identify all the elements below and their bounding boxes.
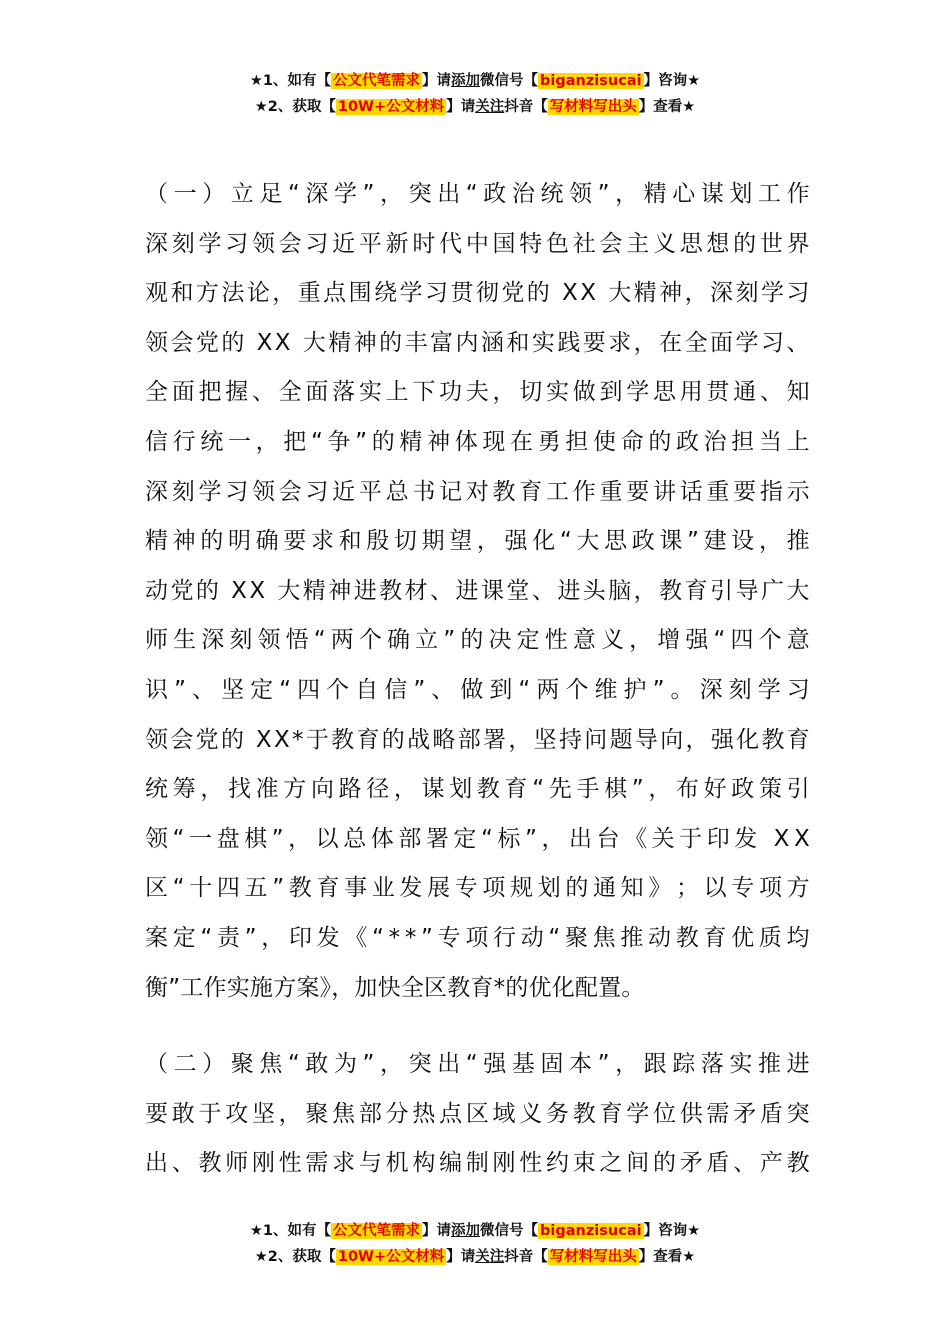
text-line: 深 刻 学 习 领 会 习 近 平 新 时 代 中 国 特 色 社 会 主 义 思 想 的 世 界 <box>145 230 810 257</box>
text-line: 衡”工作实施方案》，加快全区教育*的优化配置。 <box>145 974 645 1001</box>
banner-text: 】咨询★ <box>643 73 701 89</box>
banner-highlight: 公文代笔需求 <box>333 73 421 89</box>
banner-text: ★1、如有【 <box>249 1223 332 1239</box>
banner-text: 】请 <box>422 73 452 89</box>
banner-highlight: 公文代笔需求 <box>333 1223 421 1239</box>
banner-text: 】查看★ <box>638 1249 696 1265</box>
text-line: 案 定 “ 责 ” ， 印 发 《 “ * * ” 专 项 行 动 “ 聚 焦 推 动 教 育 优 质 均 <box>145 924 810 951</box>
banner-line-1 <box>0 68 950 94</box>
banner-text: ★2、获取【 <box>254 1249 336 1265</box>
banner-line-2 <box>0 1244 950 1270</box>
text-line: 全 面 把 握 、 全 面 落 实 上 下 功 夫 ， 切 实 做 到 学 思 用 贯 通 、 知 <box>145 379 810 406</box>
banner-text: 】查看★ <box>638 99 696 115</box>
banner-text: 抖音【 <box>504 99 548 115</box>
text-line: 师 生 深 刻 领 悟 “ 两 个 确 立 ” 的 决 定 性 意 义 ， 增 强 “ 四 个 意 <box>145 627 810 654</box>
banner-underline: 关注 <box>475 1249 505 1265</box>
text-line: 观 和 方 法 论 ， 重 点 围 绕 学 习 贯 彻 党 的 X X 大 精 神 ， 深 刻 学 习 <box>145 280 810 307</box>
text-line: 动 党 的 X X 大 精 神 进 教 材 、 进 课 堂 、 进 头 脑 ， 教 育 引 导 广 大 <box>145 577 810 604</box>
text-line: 要 敢 于 攻 坚 ， 聚 焦 部 分 热 点 区 域 义 务 教 育 学 位 供 需 矛 盾 突 <box>145 1100 810 1127</box>
banner-underline: 添加 <box>451 1223 481 1239</box>
section-2-paragraph <box>145 1040 810 1189</box>
banner-text: 】请 <box>422 1223 452 1239</box>
text-line: 区 “ 十 四 五 ” 教 育 事 业 发 展 专 项 规 划 的 通 知 》 ； 以 专 项 方 <box>145 875 810 902</box>
text-line: 领 会 党 的 X X 大 精 神 的 丰 富 内 涵 和 实 践 要 求 ， 在 全 面 学 习 、 <box>145 329 810 356</box>
banner-text: 】咨询★ <box>643 1223 701 1239</box>
banner-text: 微信号【 <box>480 73 539 89</box>
section-1-paragraph <box>145 170 810 1013</box>
footer-banner <box>0 1218 950 1270</box>
text-line: 领 会 党 的 X X * 于 教 育 的 战 略 部 署 ， 坚 持 问 题 导 向 ， 强 化 教 育 <box>145 726 810 753</box>
text-line: 识 ” 、 坚 定 “ 四 个 自 信 ” 、 做 到 “ 两 个 维 护 ” 。 深 刻 学 习 <box>145 676 810 703</box>
banner-underline: 关注 <box>475 99 505 115</box>
banner-text: 抖音【 <box>504 1249 548 1265</box>
text-line: （ 一 ） 立 足 “ 深 学 ” ， 突 出 “ 政 治 统 领 ” ， 精 心 谋 划 工 作 <box>145 181 810 207</box>
text-line: 统 筹 ， 找 准 方 向 路 径 ， 谋 划 教 育 “ 先 手 棋 ” ， 布 好 政 策 引 <box>145 776 810 803</box>
banner-text: 微信号【 <box>480 1223 539 1239</box>
text-line: 领 “ 一 盘 棋 ” ， 以 总 体 部 署 定 “ 标 ” ， 出 台 《 关 于 印 发 X X <box>145 825 810 852</box>
banner-highlight: biganzisucai <box>540 1223 642 1239</box>
text-line: （ 二 ） 聚 焦 “ 敢 为 ” ， 突 出 “ 强 基 固 本 ” ， 跟 踪 落 实 推 进 <box>145 1051 810 1077</box>
banner-highlight: 写材料写出头 <box>549 99 637 115</box>
banner-highlight: biganzisucai <box>540 73 642 89</box>
banner-text: ★2、获取【 <box>254 99 336 115</box>
banner-text: 】请 <box>446 99 476 115</box>
banner-line-2 <box>0 94 950 120</box>
banner-highlight: 写材料写出头 <box>549 1249 637 1265</box>
text-line: 精 神 的 明 确 要 求 和 殷 切 期 望 ， 强 化 “ 大 思 政 课 ” 建 设 ， 推 <box>145 528 810 555</box>
banner-underline: 添加 <box>451 73 481 89</box>
text-line: 深 刻 学 习 领 会 习 近 平 总 书 记 对 教 育 工 作 重 要 讲 话 重 要 指 示 <box>145 478 810 505</box>
header-banner <box>0 68 950 120</box>
banner-text: 】请 <box>446 1249 476 1265</box>
banner-line-1 <box>0 1218 950 1244</box>
banner-highlight: 10W+公文材料 <box>337 99 445 115</box>
banner-text: ★1、如有【 <box>249 73 332 89</box>
text-line: 出 、 教 师 刚 性 需 求 与 机 构 编 制 刚 性 约 束 之 间 的 矛 盾 、 产 教 <box>145 1150 810 1177</box>
text-line: 信 行 统 一 ， 把 “ 争 ” 的 精 神 体 现 在 勇 担 使 命 的 政 治 担 当 上 <box>145 428 810 455</box>
banner-highlight: 10W+公文材料 <box>337 1249 445 1265</box>
